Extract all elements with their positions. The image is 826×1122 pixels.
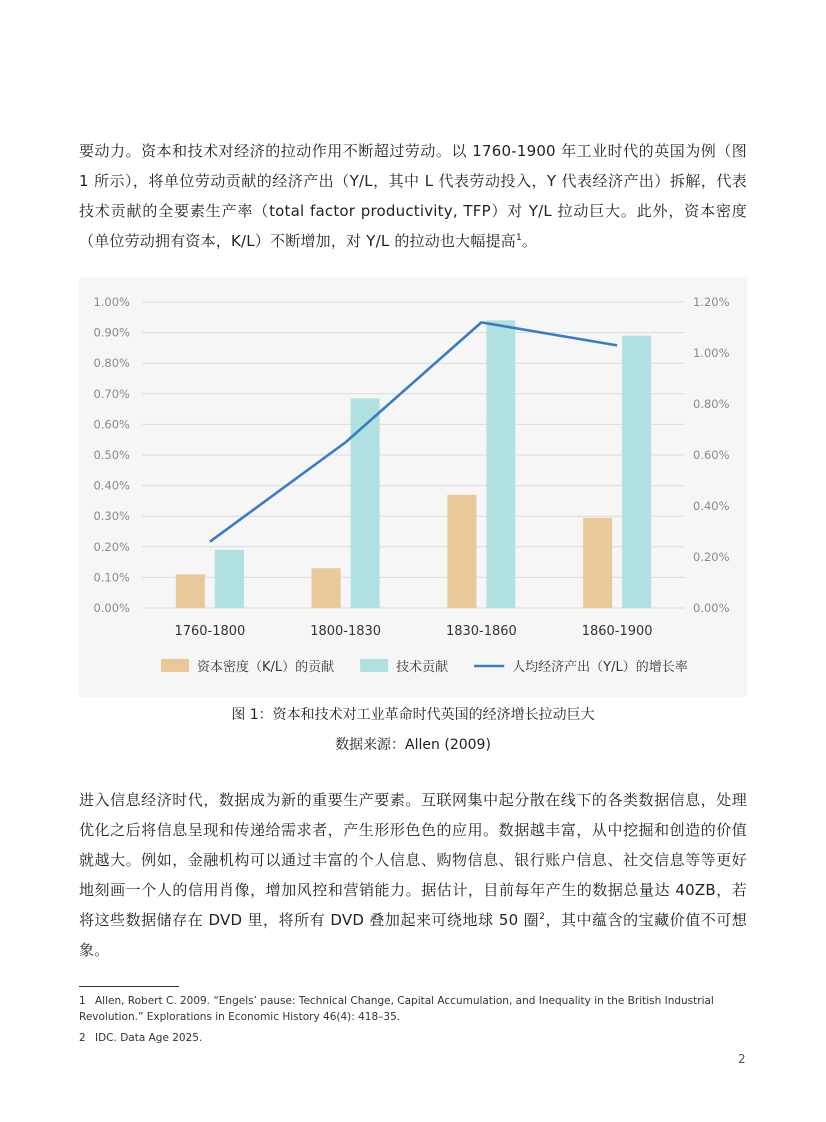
paragraph-2-text: 进入信息经济时代，数据成为新的重要生产要素。互联网集中起分散在线下的各类数据信息，处理优化之后将信息呈现和传递给需求者，产生形形色色的应用。数据越丰富，从中挖掘和创造的价值就越大。例如，金融机构可以通过丰富的个人信息、购物信息、银行账户信息、社交信息等等更好地刻画一个人的信用肖像，增加风控和营销能力。据估计，目前每年产生的数据总量达 40ZB，若将这些数据储存在 DVD 里，将所有 DVD 叠加起来可绕地球 50 圈 [79,791,747,929]
footnote-1 [79,993,747,1025]
bar-capital [312,568,341,608]
bar-technology [215,550,244,608]
paragraph-1-end: 。 [521,232,538,250]
left-axis-tick-label: 0.20% [93,539,130,554]
left-axis-tick-label: 0.10% [93,570,130,585]
paragraph-2-end: ，其中蕴含的宝藏价值不可想象。 [79,911,747,959]
left-axis-tick-label: 0.50% [93,448,130,462]
category-label: 1800-1830 [310,624,382,639]
left-axis-tick-label: 0.90% [93,325,130,340]
left-axis-tick-label: 0.60% [93,417,130,432]
legend-label: 人均经济产出（Y/L）的增长率 [512,660,688,675]
footnote-2-text: IDC. Data Age 2025. [95,1032,203,1044]
footnote-divider [79,986,179,987]
legend-swatch [360,659,388,672]
bar-technology [622,336,651,608]
chart-svg [79,277,747,697]
bar-capital [176,574,205,608]
page-number: 2 [738,1052,746,1066]
right-axis-tick-label: 0.40% [693,499,730,513]
figure-source: 数据来源：Allen (2009) [335,737,491,753]
left-axis-tick-label: 0.30% [93,509,130,524]
paragraph-1-text: 要动力。资本和技术对经济的拉动作用不断超过劳动。以 1760-1900 年工业时代的英国为例（图 1 所示），将单位劳动贡献的经济产出（Y/L，其中 L 代表劳动投入，Y 代表经济产出）拆解，代表技术贡献的全要素生产率（total factor productivity, TFP）对 Y/L 拉动巨大。此外，资本密度（单位劳动拥有资本，K/L）不断增加，对 Y/L 的拉动也大幅提高 [79,142,747,250]
bar-technology [486,320,515,608]
left-axis-tick-label: 0.00% [93,601,130,615]
body-paragraph-2 [79,785,747,965]
footnote-ref-2[interactable]: 2 [539,912,546,922]
footnote-2 [79,1030,747,1046]
right-axis-tick-label: 1.20% [693,295,730,309]
right-axis-tick-label: 1.00% [693,346,730,360]
footnote-1-text: Allen, Robert C. 2009. “Engels’ pause: Technical Change, Capital Accumulation, and Inequality in the British Industrial Revolution.” Explorations in Economic History 46(4): 418–35. [79,995,714,1023]
footnote-ref-1[interactable]: 1 [515,233,522,243]
figure-caption: 图 1：资本和技术对工业革命时代英国的经济增长拉动巨大 [231,707,595,723]
left-axis-tick-label: 0.40% [93,478,130,493]
legend-swatch [161,659,189,672]
legend-label: 资本密度（K/L）的贡献 [197,660,335,675]
left-axis-tick-label: 0.70% [93,386,130,401]
footnote-2-number: 2 [79,1032,86,1044]
category-label: 1860-1900 [581,624,653,639]
bar-capital [447,495,476,608]
left-axis-tick-label: 1.00% [93,295,130,309]
bar-capital [583,518,612,608]
right-axis-tick-label: 0.80% [693,397,730,411]
figure-1-chart [79,277,747,697]
right-axis-tick-label: 0.60% [693,448,730,462]
footnote-1-number: 1 [79,995,86,1007]
body-paragraph-1 [79,136,747,256]
left-axis-tick-label: 0.80% [93,356,130,371]
growth-rate-line [210,322,617,541]
category-label: 1830-1860 [445,624,517,639]
legend-label: 技术贡献 [396,660,449,675]
right-axis-tick-label: 0.20% [693,550,730,564]
right-axis-tick-label: 0.00% [693,601,730,615]
category-label: 1760-1800 [174,624,246,639]
bar-technology [351,398,380,608]
